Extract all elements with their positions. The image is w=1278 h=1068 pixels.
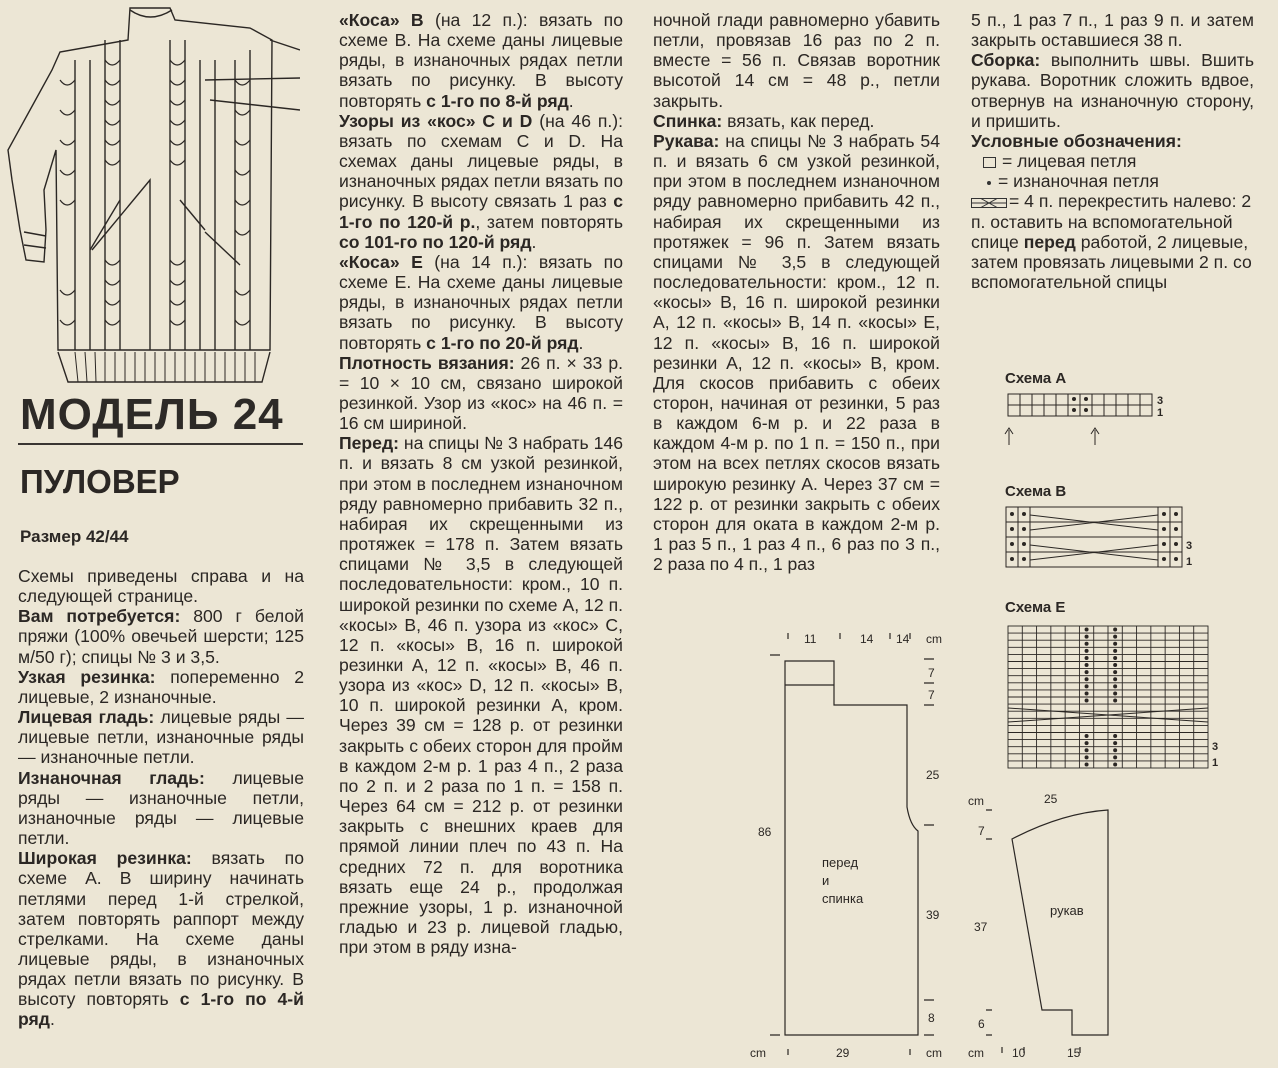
sleeve-dim-25: 25 <box>1044 792 1058 806</box>
col2-bold-run: со 101-го по 120-й ряд <box>339 231 532 252</box>
body-dim-39: 39 <box>926 908 940 922</box>
body-cm-bottom-right: cm <box>926 1046 942 1060</box>
col3-text-run: ночной глади равномерно убавить петли, провязав 16 раз по 2 п. вместе = 56 п. Связав воротник высотой 14 см = 48 р., петли закрыть. <box>653 10 940 111</box>
knit-stitch-icon <box>983 157 996 168</box>
scheme-b-row3: 3 <box>1186 540 1193 552</box>
col1-bold-run: с 1-го по 4-й ряд <box>18 989 304 1030</box>
col1-bold-run: Широкая резинка: <box>18 848 192 869</box>
col1-bold-run: Изнаночная гладь: <box>18 767 205 788</box>
col1-text-run: попеременно 2 лицевые, 2 изнаночные. <box>18 666 304 707</box>
col1-bold-run: Лицевая гладь: <box>18 707 155 728</box>
col2-bold-run: с 1-го по 8-й ряд <box>426 90 569 111</box>
title-divider <box>18 443 303 445</box>
col2-text-run: . <box>568 90 574 111</box>
body-dim-25: 25 <box>926 768 940 782</box>
col3-text-run: вязать, как перед. <box>722 110 875 131</box>
body-dim-7a: 7 <box>928 666 935 680</box>
col1-paragraph <box>18 566 304 606</box>
col2-text-run: (на 46 п.): вязать по схемам С и D. На схемах даны лицевые ряды, в изнаночных рядах петли вязать по рисунку. В высоту связать 1 раз <box>339 110 623 212</box>
col2-text-run: (на 12 п.): вязать по схеме В. На схеме даны лицевые ряды, в изнаночных рядах петли вязать по рисунку. В высоту повторять <box>339 10 623 111</box>
legend-cross-end: работой, 2 лицевые, затем провязать лицевыми 2 п. со вспомогательной спицы <box>971 231 1252 293</box>
col2-text-run: 26 п. × 33 р. = 10 × 10 см, связано широкой резинкой. Узор из «кос» на 46 п. = 16 см шириной. <box>339 352 623 434</box>
col2-bold-run: «Коса» Е <box>339 251 423 272</box>
page-title: МОДЕЛЬ 24 <box>20 390 284 439</box>
scheme-e-chart <box>1000 622 1230 772</box>
col1-text-run: . <box>49 1009 55 1030</box>
col3-bold-run: Спинка: <box>653 110 723 131</box>
legend-cross: = 4 п. перекрестить налево: 2 п. оставить на вспомогательной спице <box>971 191 1252 252</box>
col4-paragraph <box>971 10 1254 50</box>
body-cm-top: cm <box>926 632 942 646</box>
body-dim-14a: 14 <box>860 632 874 646</box>
text-column-1 <box>18 566 304 1030</box>
col4-text-run: выполнить швы. Вшить рукава. Воротник сложить вдвое, отвернув на изнаночную сторону, и пришить. <box>971 50 1254 131</box>
body-label-2: и <box>822 873 830 888</box>
col4-text-run: 5 п., 1 раз 7 п., 1 раз 9 п. и затем закрыть оставшиеся 38 п. <box>971 10 1254 51</box>
legend-purl: = изнаночная петля <box>998 171 1159 192</box>
scheme-e-row1: 1 <box>1212 757 1219 769</box>
body-cm-bottom-left: cm <box>750 1046 766 1060</box>
col2-bold-run: «Коса» В <box>339 10 424 30</box>
col2-bold-run: Перед: <box>339 433 399 454</box>
col1-bold-run: Узкая резинка: <box>18 666 156 687</box>
garment-subtitle: ПУЛОВЕР <box>20 463 180 500</box>
col2-paragraph <box>339 252 623 353</box>
scheme-a-title: Схема А <box>1005 370 1067 387</box>
col2-bold-run: с 1-го по 20-й ряд <box>426 332 579 353</box>
body-dim-86: 86 <box>758 825 772 839</box>
body-dim-11: 11 <box>804 632 817 646</box>
sleeve-dim-7: 7 <box>978 824 985 838</box>
body-dim-14b: 14 <box>896 632 910 646</box>
col3-paragraph <box>653 111 940 131</box>
scheme-a-row1: 1 <box>1157 407 1164 419</box>
text-column-2 <box>339 10 623 957</box>
col1-text-run: 800 г белой пряжи (100% овечьей шерсти; 125 м/50 г); спицы № 3 и 3,5. <box>18 606 304 667</box>
col2-text-run: (на 14 п.): вязать по схеме Е. На схеме даны лицевые ряды, в изнаночных рядах петли вязать по рисунку. В высоту повторять <box>339 251 623 353</box>
cable-cross-icon <box>971 198 1007 208</box>
col1-text-run: Схемы приведены справа и на следующей странице. <box>18 566 304 607</box>
col1-text-run: вязать по схеме А. В ширину начинать петлями перед 1-й стрелкой, затем повторять раппорт между стрелками. На схеме даны лицевые ряды, в изнаночных рядах петли вязать по рисунку. В высоту повторять <box>18 848 304 1010</box>
col2-paragraph <box>339 10 623 111</box>
col1-paragraph <box>18 606 304 666</box>
col2-bold-run: Плотность вязания: <box>339 352 515 373</box>
assembly-text <box>971 10 1254 131</box>
scheme-e-row3: 3 <box>1212 741 1219 753</box>
legend-knit: = лицевая петля <box>1002 151 1137 172</box>
col3-text-run: на спицы № 3 набрать 54 п. и вязать 6 см узкой резинкой, при этом в последнем изнаночном ряду равномерно прибавить 42 п., набирая их скрещенными из протяжек = 96 п. Затем вязать спицами № 3,5 в следующей последовательности: кром., 12 п. «косы» В, 16 п. широкой резинки А, 12 п. «косы» В, 14 п. «косы» Е, 12 п. «косы» В, 16 п. широкой резинки А, 12 п. «косы» В, кром. Для скосов прибавить с обеих сторон, начиная от резинки, 5 раз в каждом 6-м р. и 22 раза в каждом 4-м р. по 1 п. = 150 п., при этом на всех петлях скосов вязать широкую резинку А. Через 37 см = 122 р. от резинки закрыть с обеих сторон для оката в каждом 2-м р. 1 раз 5 п., 1 раз 4 п., 6 раз по 3 п., 2 раза по 4 п., 1 раз <box>653 130 940 575</box>
col1-paragraph <box>18 707 304 767</box>
col1-paragraph <box>18 768 304 849</box>
col1-bold-run: Вам потребуется: <box>18 606 181 627</box>
body-dim-8: 8 <box>928 1011 935 1025</box>
purl-stitch-icon <box>987 181 991 185</box>
col1-text-run: лицевые ряды — лицевые петли, изнаночные ряды — изнаночные петли. <box>18 707 304 768</box>
sleeve-dim-37: 37 <box>974 920 988 934</box>
body-dim-29: 29 <box>836 1046 850 1060</box>
col1-paragraph <box>18 667 304 707</box>
col2-bold-run: Узоры из «кос» С и D <box>339 110 533 131</box>
sleeve-cm-bottom: cm <box>968 1046 984 1060</box>
body-dim-7b: 7 <box>928 688 935 702</box>
col2-text-run: , затем повторять <box>475 211 623 232</box>
col3-paragraph <box>653 10 940 111</box>
sleeve-cm-top: cm <box>968 794 984 808</box>
sleeve-pattern <box>962 785 1122 1068</box>
col2-paragraph <box>339 353 623 434</box>
size-label: Размер 42/44 <box>20 527 129 546</box>
sleeve-dim-10: 10 <box>1012 1046 1026 1060</box>
sleeve-dim-6: 6 <box>978 1017 985 1031</box>
sleeve-label: рукав <box>1050 903 1084 918</box>
col2-text-run: на спицы № 3 набрать 146 п. и вязать 8 см узкой резинкой, при этом в последнем изнаночном ряду равномерно прибавить 32 п., набирая их скрещенными из протяжек = 178 п. Затем вязать спицами № 3,5 в следующей последовательности: кром., 10 п. широкой резинки по схеме А, 12 п. «косы» В, 46 п. узора из «кос» С, 12 п. «косы» В, 16 п. широкой резинки А, 12 п. «косы» В, 46 п. узора из «кос» D, 12 п. «косы» В, 10 п. широкой резинки А, кром. Через 39 см = 128 р. от резинки закрыть с обеих сторон для пройм в каждом 2-м р. 1 раз 4 п., 2 раза по 2 п. и 2 раза по 1 п. = 158 п. Через 64 см = 212 р. от резинки закрыть с внешних краев для прямой линии плеч по 43 п. На средних 72 п. для воротника вязать еще 24 р., продолжая прежние узоры, 1 р. изнаночной гладью и 23 р. лицевой гладью, при этом в ряду изна- <box>339 433 623 958</box>
col4-paragraph <box>971 50 1254 131</box>
text-column-3 <box>653 10 940 574</box>
front-back-pattern <box>740 625 960 1068</box>
scheme-e-title: Схема Е <box>1005 599 1066 616</box>
col1-paragraph <box>18 848 304 1029</box>
legend-title: Условные обозначения: <box>971 130 1182 151</box>
sleeve-dim-15: 15 <box>1067 1046 1081 1060</box>
legend-cross-bold: перед <box>1023 231 1076 252</box>
scheme-b-chart <box>1000 503 1200 573</box>
scheme-a-row3: 3 <box>1157 395 1164 407</box>
col2-paragraph <box>339 111 623 252</box>
scheme-a-chart <box>1000 390 1175 450</box>
col2-bold-run: с 1-го по 120-й р. <box>339 191 623 232</box>
scheme-b-title: Схема В <box>1005 483 1067 500</box>
col3-bold-run: Рукава: <box>653 130 720 151</box>
col3-paragraph <box>653 131 940 574</box>
col4-bold-run: Сборка: <box>971 50 1041 71</box>
col2-paragraph <box>339 433 623 957</box>
pullover-illustration <box>0 0 300 390</box>
text-column-4 <box>971 10 1254 292</box>
scheme-b-row1: 1 <box>1186 556 1193 568</box>
body-label-3: спинка <box>822 891 864 906</box>
col2-text-run: . <box>531 231 537 252</box>
col2-text-run: . <box>578 332 584 353</box>
body-label-1: перед <box>822 855 859 870</box>
col1-text-run: лицевые ряды — изнаночные петли, изнаночные ряды — лицевые петли. <box>18 767 304 849</box>
